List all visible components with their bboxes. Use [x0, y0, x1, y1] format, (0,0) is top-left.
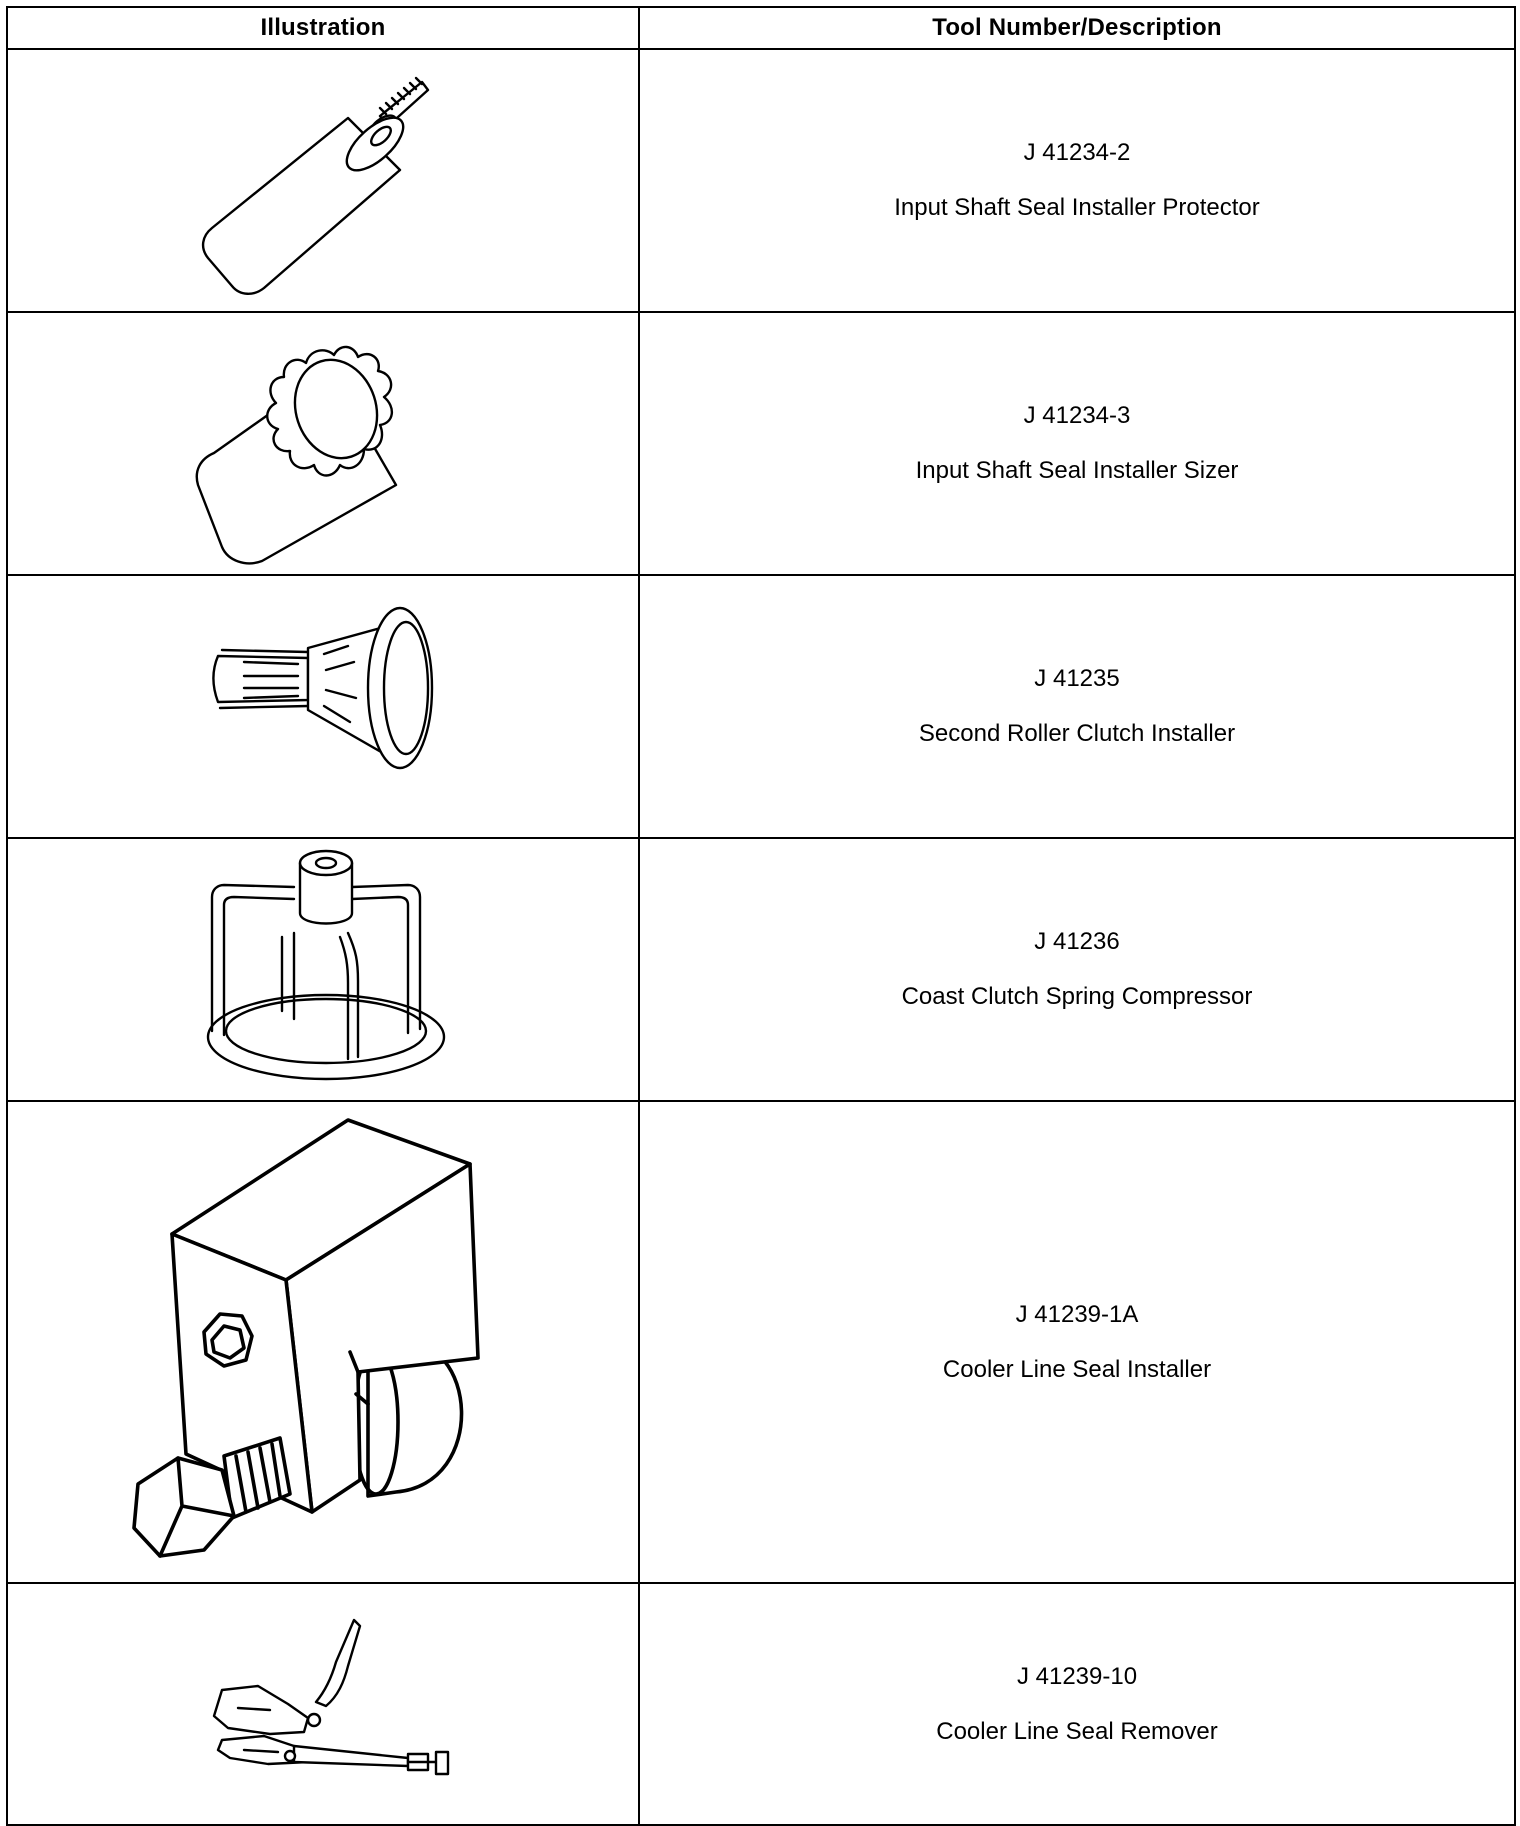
illustration-cell — [7, 1101, 639, 1583]
table-row — [7, 1101, 1515, 1583]
seal-installer-sizer-icon — [8, 315, 639, 573]
header-tool-number-description: Tool Number/Description — [639, 7, 1515, 49]
illustration-cell — [7, 575, 639, 838]
tool-cell — [639, 1583, 1515, 1825]
tool-cell — [639, 312, 1515, 575]
special-tools-table — [6, 6, 1516, 1826]
tool-description: Input Shaft Seal Installer Protector — [894, 194, 1260, 221]
table-row — [7, 312, 1515, 575]
cooler-line-seal-installer-icon — [8, 1104, 639, 1581]
tool-number: J 41234-3 — [1023, 402, 1131, 429]
tool-description: Input Shaft Seal Installer Sizer — [915, 457, 1239, 484]
illustration-cell — [7, 49, 639, 312]
table-row — [7, 49, 1515, 312]
tool-number: J 41239-10 — [1016, 1662, 1138, 1690]
table-row — [7, 575, 1515, 838]
spring-compressor-icon — [8, 841, 639, 1099]
tool-description: Coast Clutch Spring Compressor — [901, 983, 1253, 1010]
tool-cell — [639, 575, 1515, 838]
tool-number: J 41236 — [1034, 928, 1120, 955]
tool-table-sheet — [6, 6, 1514, 1818]
tool-number: J 41235 — [1034, 665, 1120, 692]
header-illustration: Illustration — [7, 7, 639, 49]
tool-number: J 41234-2 — [1023, 139, 1131, 166]
seal-installer-protector-icon — [8, 52, 639, 310]
tool-cell — [639, 838, 1515, 1101]
illustration-cell — [7, 1583, 639, 1825]
cooler-line-seal-remover-icon — [8, 1586, 639, 1823]
tool-cell — [639, 1101, 1515, 1583]
table-row — [7, 1583, 1515, 1825]
table-header-row — [7, 7, 1515, 49]
roller-clutch-installer-icon — [8, 578, 639, 836]
illustration-cell — [7, 312, 639, 575]
tool-description: Cooler Line Seal Installer — [942, 1355, 1212, 1383]
tool-description: Second Roller Clutch Installer — [918, 720, 1236, 747]
tool-cell — [639, 49, 1515, 312]
tool-description: Cooler Line Seal Remover — [936, 1717, 1218, 1745]
table-row — [7, 838, 1515, 1101]
illustration-cell — [7, 838, 639, 1101]
tool-number: J 41239-1A — [1015, 1300, 1139, 1328]
